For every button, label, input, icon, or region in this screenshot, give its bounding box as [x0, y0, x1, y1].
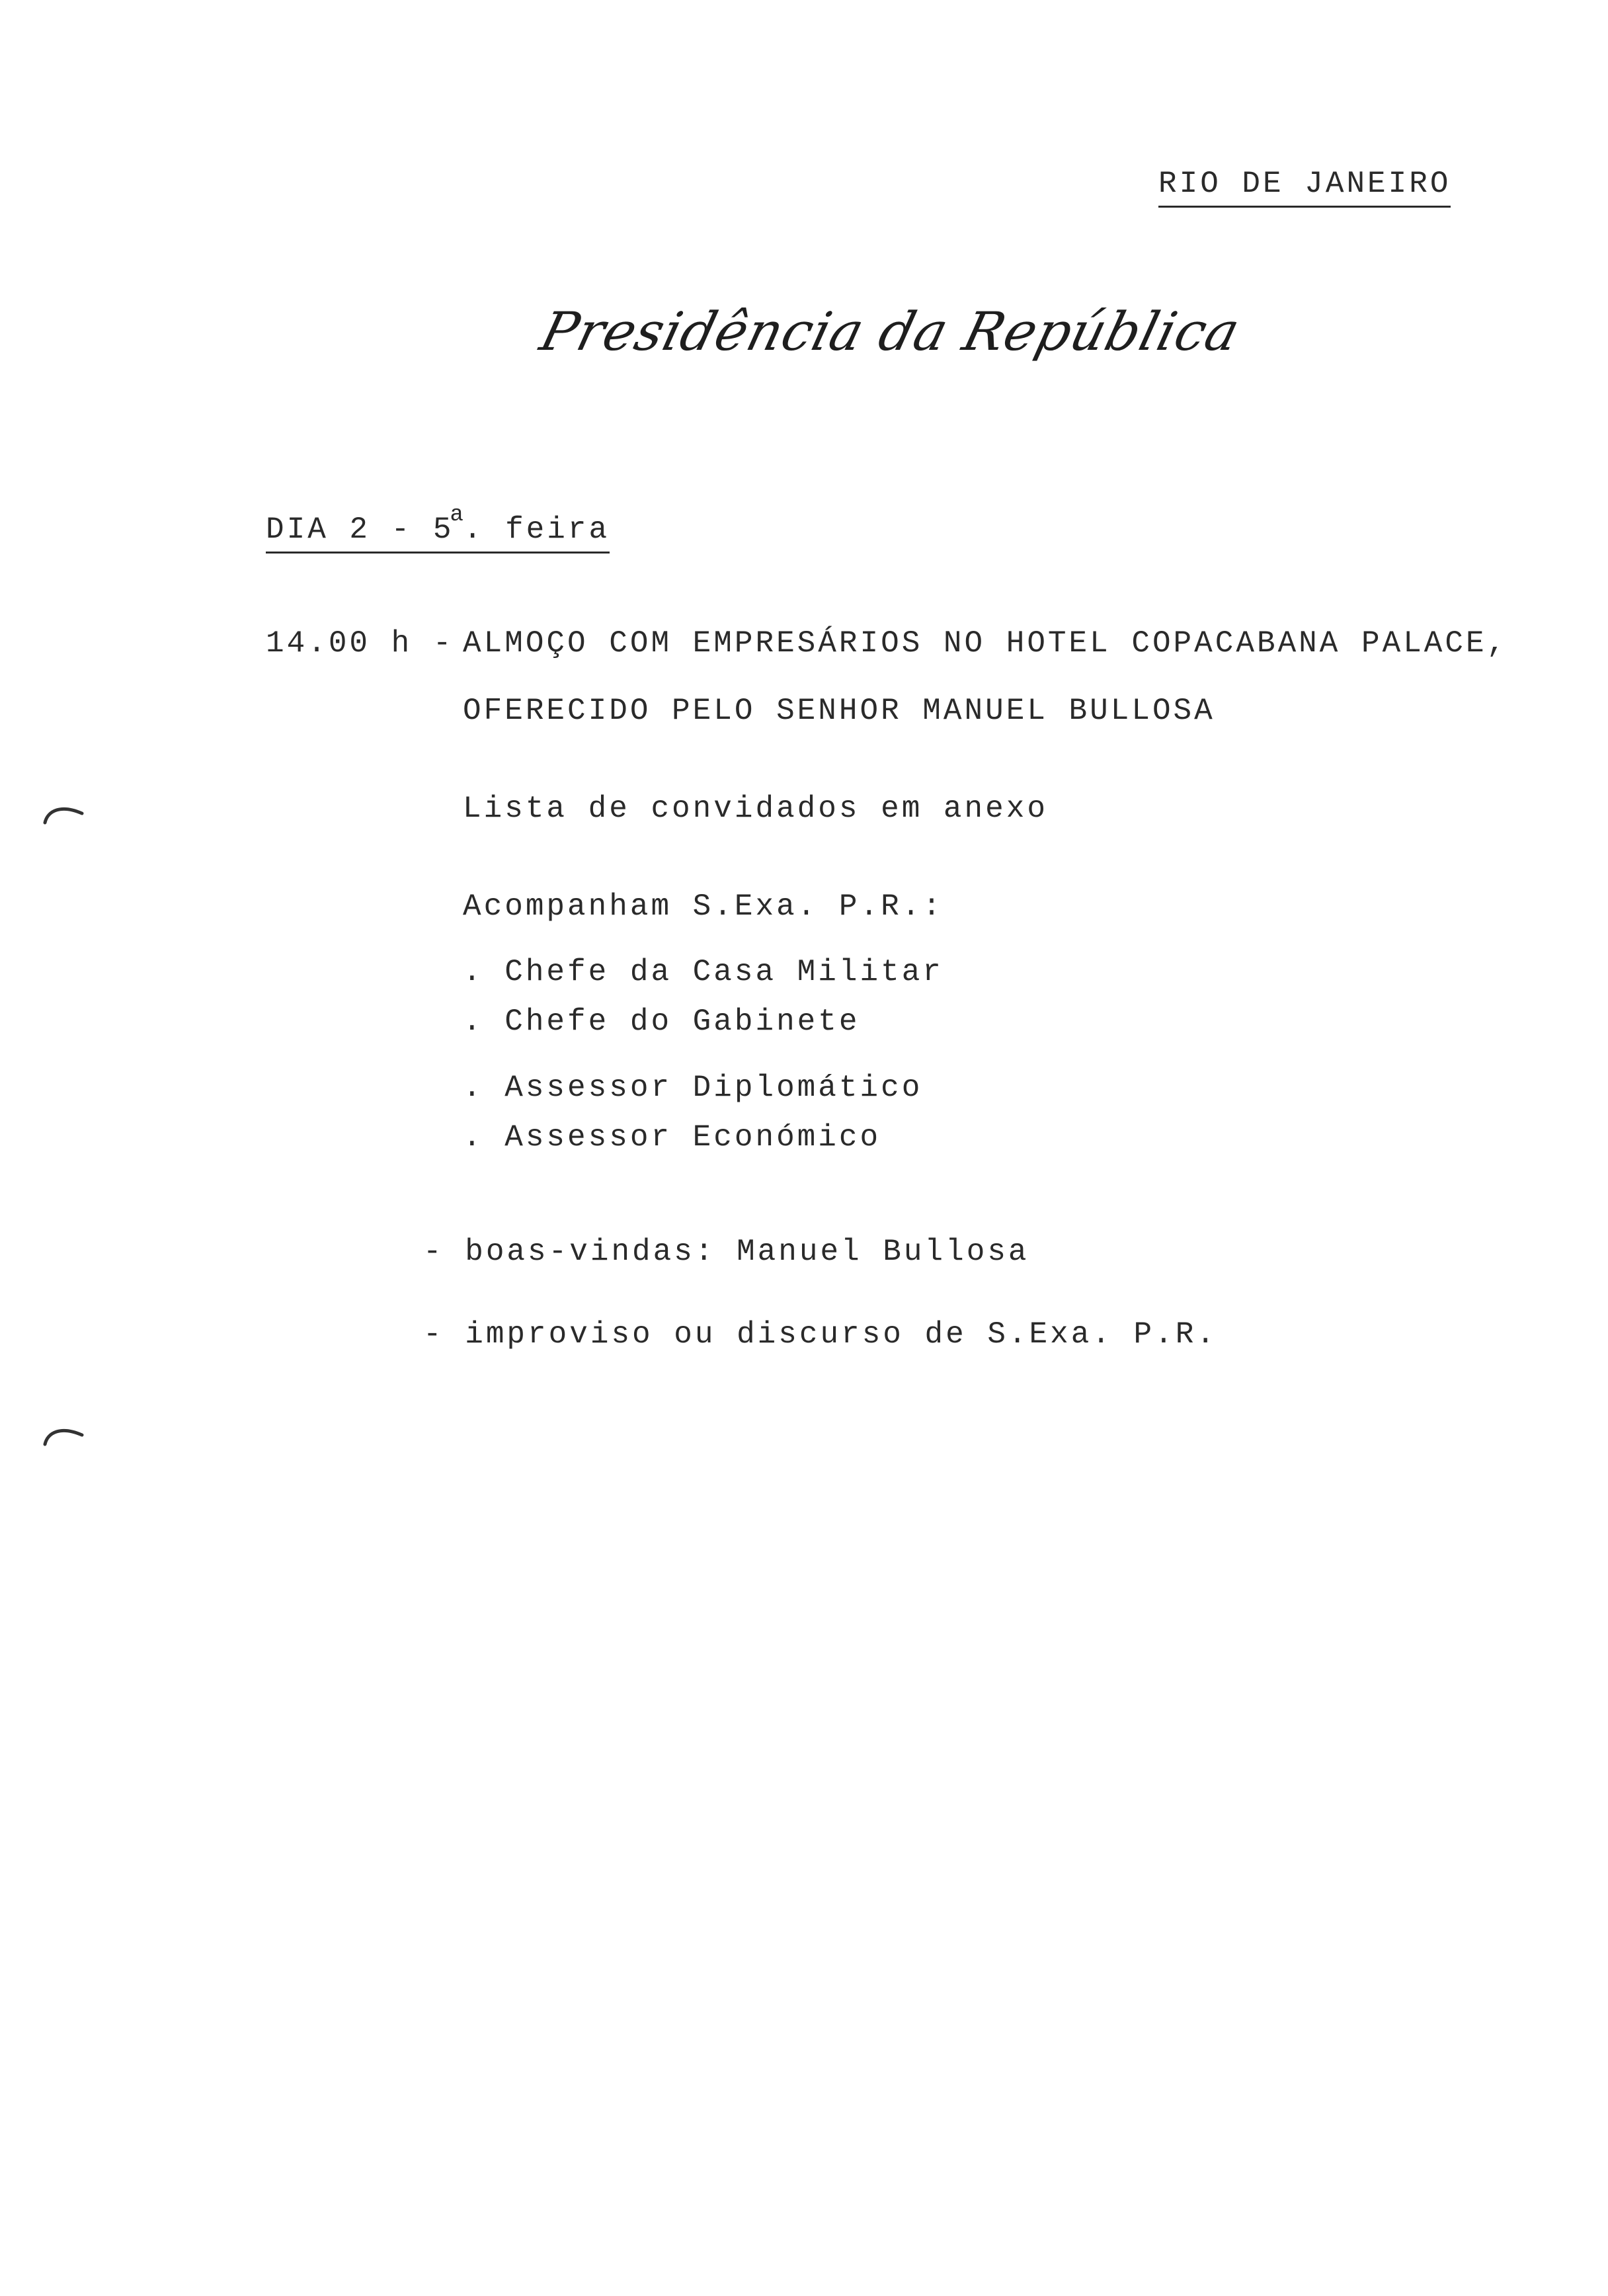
accompany-item: . Assessor Económico — [463, 1120, 881, 1155]
location-header: RIO DE JANEIRO — [1158, 169, 1451, 208]
punch-hole-mark-icon — [41, 799, 87, 825]
program-item: - improviso ou discurso de S.Exa. P.R. — [423, 1317, 1217, 1352]
event-title-line-1: ALMOÇO COM EMPRESÁRIOS NO HOTEL COPACABANA PALACE, — [463, 626, 1508, 661]
accompany-item: . Assessor Diplomático — [463, 1071, 923, 1105]
accompany-heading: Acompanham S.Exa. P.R.: — [463, 889, 944, 924]
guest-list-note: Lista de convidados em anexo — [463, 792, 1048, 826]
event-time: 14.00 h - — [266, 626, 454, 661]
day-ordinal: a — [450, 503, 463, 528]
accompany-item: . Chefe do Gabinete — [463, 1004, 860, 1039]
letterhead-presidencia: Presidência da República — [534, 301, 1246, 362]
accompany-item: . Chefe da Casa Militar — [463, 955, 944, 989]
program-item: - boas-vindas: Manuel Bullosa — [423, 1235, 1029, 1269]
day-prefix: DIA 2 - 5 — [266, 512, 454, 547]
event-title-line-2: OFERECIDO PELO SENHOR MANUEL BULLOSA — [463, 694, 1215, 728]
day-suffix: . feira — [463, 512, 610, 547]
day-heading — [266, 503, 610, 554]
punch-hole-mark-icon — [41, 1420, 87, 1447]
